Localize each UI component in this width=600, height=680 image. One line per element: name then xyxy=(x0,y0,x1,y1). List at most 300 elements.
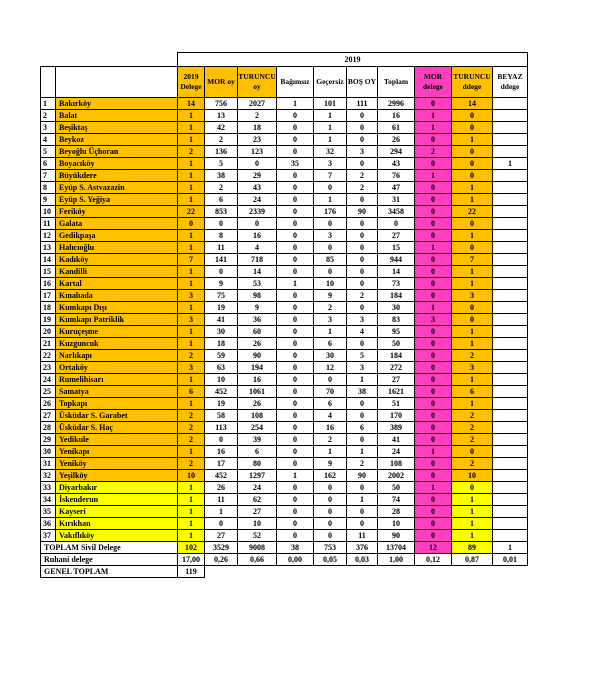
cell-top: 95 xyxy=(378,326,415,338)
cell-tur: 24 xyxy=(238,482,277,494)
cell-bey xyxy=(493,206,528,218)
cell-tur: 52 xyxy=(238,530,277,542)
table-row xyxy=(41,122,528,134)
row-index: 8 xyxy=(41,182,56,194)
cell-gec: 4 xyxy=(314,410,347,422)
summary-cell-top xyxy=(378,566,415,578)
row-index: 28 xyxy=(41,422,56,434)
cell-gec: 1 xyxy=(314,122,347,134)
table-row xyxy=(41,110,528,122)
cell-bag: 0 xyxy=(277,218,314,230)
cell-bag: 0 xyxy=(277,230,314,242)
branch-name: Diyarbakır xyxy=(56,482,178,494)
cell-gec: 2 xyxy=(314,434,347,446)
branch-name: Bakırköy xyxy=(56,98,178,110)
cell-bag: 0 xyxy=(277,422,314,434)
row-index: 15 xyxy=(41,266,56,278)
row-index: 3 xyxy=(41,122,56,134)
cell-bey xyxy=(493,146,528,158)
branch-name: Galata xyxy=(56,218,178,230)
row-index: 22 xyxy=(41,350,56,362)
row-index: 19 xyxy=(41,314,56,326)
cell-mor: 0 xyxy=(205,218,238,230)
cell-bey xyxy=(493,494,528,506)
cell-mord: 0 xyxy=(415,362,452,374)
cell-tur: 36 xyxy=(238,314,277,326)
cell-mord: 0 xyxy=(415,230,452,242)
cell-turd: 1 xyxy=(452,182,493,194)
cell-bag: 0 xyxy=(277,530,314,542)
summary-cell-del: 102 xyxy=(178,542,205,554)
cell-top: 73 xyxy=(378,278,415,290)
cell-tur: 43 xyxy=(238,182,277,194)
cell-del: 22 xyxy=(178,206,205,218)
cell-gec: 30 xyxy=(314,350,347,362)
cell-turd: 22 xyxy=(452,206,493,218)
cell-bag: 0 xyxy=(277,362,314,374)
branch-name: Kayseri xyxy=(56,506,178,518)
row-index: 32 xyxy=(41,470,56,482)
branch-name: Kumkapı Dışı xyxy=(56,302,178,314)
column-header-bag: Bağımsız xyxy=(277,67,314,98)
summary-cell-bey: 0,01 xyxy=(493,554,528,566)
branch-name: Kırıkhan xyxy=(56,518,178,530)
row-index: 25 xyxy=(41,386,56,398)
cell-turd: 1 xyxy=(452,338,493,350)
branch-name: Eyüp S. Astvazazin xyxy=(56,182,178,194)
cell-del: 1 xyxy=(178,530,205,542)
row-index: 18 xyxy=(41,302,56,314)
cell-bos: 90 xyxy=(347,206,378,218)
cell-bos: 111 xyxy=(347,98,378,110)
cell-gec: 0 xyxy=(314,482,347,494)
summary-cell-bey: 1 xyxy=(493,542,528,554)
row-index: 30 xyxy=(41,446,56,458)
cell-bey xyxy=(493,398,528,410)
cell-bey xyxy=(493,422,528,434)
cell-bag: 0 xyxy=(277,206,314,218)
cell-bag: 0 xyxy=(277,242,314,254)
branch-name: Kuzguncuk xyxy=(56,338,178,350)
cell-gec: 2 xyxy=(314,302,347,314)
table-row xyxy=(41,386,528,398)
cell-tur: 90 xyxy=(238,350,277,362)
cell-del: 2 xyxy=(178,146,205,158)
cell-bag: 0 xyxy=(277,302,314,314)
cell-top: 944 xyxy=(378,254,415,266)
row-index: 10 xyxy=(41,206,56,218)
cell-gec: 6 xyxy=(314,398,347,410)
cell-mor: 11 xyxy=(205,242,238,254)
cell-mord: 0 xyxy=(415,158,452,170)
cell-bag: 0 xyxy=(277,326,314,338)
branch-name: Üsküdar S. Haç xyxy=(56,422,178,434)
cell-mord: 0 xyxy=(415,326,452,338)
cell-mord: 0 xyxy=(415,134,452,146)
branch-name: Büyükdere xyxy=(56,170,178,182)
cell-top: 15 xyxy=(378,242,415,254)
cell-tur: 23 xyxy=(238,134,277,146)
branch-name: Kartal xyxy=(56,278,178,290)
summary-cell-del: 17,00 xyxy=(178,554,205,566)
cell-gec: 32 xyxy=(314,146,347,158)
cell-tur: 27 xyxy=(238,506,277,518)
summary-label: GENEL TOPLAM xyxy=(41,566,178,578)
cell-mord: 0 xyxy=(415,206,452,218)
table-row xyxy=(41,170,528,182)
cell-bos: 0 xyxy=(347,194,378,206)
cell-mord: 0 xyxy=(415,98,452,110)
cell-tur: 29 xyxy=(238,170,277,182)
cell-mord: 1 xyxy=(415,242,452,254)
cell-turd: 0 xyxy=(452,170,493,182)
cell-del: 3 xyxy=(178,290,205,302)
cell-tur: 0 xyxy=(238,218,277,230)
table-row xyxy=(41,374,528,386)
cell-mord: 0 xyxy=(415,278,452,290)
cell-mord: 3 xyxy=(415,314,452,326)
summary-cell-top: 1,00 xyxy=(378,554,415,566)
cell-tur: 1061 xyxy=(238,386,277,398)
cell-bag: 35 xyxy=(277,158,314,170)
summary-cell-mord xyxy=(415,566,452,578)
cell-mord: 1 xyxy=(415,302,452,314)
cell-mor: 41 xyxy=(205,314,238,326)
delegate-results-table xyxy=(40,52,528,578)
cell-bey xyxy=(493,110,528,122)
cell-turd: 1 xyxy=(452,398,493,410)
row-index: 29 xyxy=(41,434,56,446)
cell-del: 1 xyxy=(178,446,205,458)
row-index: 12 xyxy=(41,230,56,242)
cell-turd: 3 xyxy=(452,290,493,302)
cell-mord: 0 xyxy=(415,374,452,386)
cell-turd: 1 xyxy=(452,518,493,530)
cell-top: 50 xyxy=(378,482,415,494)
cell-turd: 0 xyxy=(452,446,493,458)
cell-gec: 1 xyxy=(314,110,347,122)
cell-bag: 0 xyxy=(277,266,314,278)
cell-mord: 0 xyxy=(415,350,452,362)
cell-mord: 0 xyxy=(415,506,452,518)
cell-del: 1 xyxy=(178,170,205,182)
cell-bey xyxy=(493,458,528,470)
branch-name: Vakıflıköy xyxy=(56,530,178,542)
cell-turd: 1 xyxy=(452,374,493,386)
cell-turd: 1 xyxy=(452,530,493,542)
cell-bos: 0 xyxy=(347,230,378,242)
cell-bos: 0 xyxy=(347,254,378,266)
cell-mord: 0 xyxy=(415,254,452,266)
column-header-mor: MOR oy xyxy=(205,67,238,98)
table-row xyxy=(41,506,528,518)
summary-cell-bag: 38 xyxy=(277,542,314,554)
summary-cell-top: 13704 xyxy=(378,542,415,554)
cell-top: 26 xyxy=(378,134,415,146)
cell-top: 43 xyxy=(378,158,415,170)
cell-del: 1 xyxy=(178,482,205,494)
cell-turd: 0 xyxy=(452,482,493,494)
cell-bos: 0 xyxy=(347,158,378,170)
cell-tur: 2027 xyxy=(238,98,277,110)
cell-mord: 0 xyxy=(415,410,452,422)
row-index: 36 xyxy=(41,518,56,530)
cell-bos: 0 xyxy=(347,110,378,122)
cell-bos: 5 xyxy=(347,350,378,362)
cell-tur: 16 xyxy=(238,230,277,242)
cell-mor: 18 xyxy=(205,338,238,350)
cell-bag: 0 xyxy=(277,398,314,410)
cell-del: 0 xyxy=(178,218,205,230)
branch-name: Rumelihisarı xyxy=(56,374,178,386)
cell-mor: 5 xyxy=(205,158,238,170)
branch-name: İskenderun xyxy=(56,494,178,506)
cell-bey xyxy=(493,314,528,326)
cell-bos: 0 xyxy=(347,434,378,446)
branch-name: Balat xyxy=(56,110,178,122)
cell-tur: 16 xyxy=(238,374,277,386)
cell-bag: 0 xyxy=(277,434,314,446)
cell-tur: 123 xyxy=(238,146,277,158)
cell-gec: 0 xyxy=(314,518,347,530)
cell-bos: 0 xyxy=(347,134,378,146)
summary-cell-del: 119 xyxy=(178,566,205,578)
cell-bey xyxy=(493,278,528,290)
year-header-row xyxy=(41,53,528,67)
cell-turd: 2 xyxy=(452,434,493,446)
cell-turd: 10 xyxy=(452,470,493,482)
cell-bag: 0 xyxy=(277,386,314,398)
cell-del: 1 xyxy=(178,182,205,194)
cell-bag: 0 xyxy=(277,410,314,422)
summary-cell-tur: 0,66 xyxy=(238,554,277,566)
cell-top: 83 xyxy=(378,314,415,326)
cell-bey xyxy=(493,194,528,206)
cell-top: 3458 xyxy=(378,206,415,218)
cell-mor: 17 xyxy=(205,458,238,470)
summary-cell-tur: 9008 xyxy=(238,542,277,554)
cell-turd: 0 xyxy=(452,302,493,314)
cell-bos: 6 xyxy=(347,422,378,434)
cell-gec: 6 xyxy=(314,338,347,350)
cell-tur: 18 xyxy=(238,122,277,134)
branch-name: Kumkapı Patriklik xyxy=(56,314,178,326)
cell-top: 14 xyxy=(378,266,415,278)
cell-mor: 30 xyxy=(205,326,238,338)
summary-row xyxy=(41,566,528,578)
summary-cell-bos xyxy=(347,566,378,578)
cell-gec: 1 xyxy=(314,326,347,338)
cell-mor: 19 xyxy=(205,302,238,314)
cell-bos: 0 xyxy=(347,122,378,134)
cell-bag: 1 xyxy=(277,278,314,290)
cell-mor: 10 xyxy=(205,374,238,386)
cell-mord: 0 xyxy=(415,422,452,434)
cell-turd: 6 xyxy=(452,386,493,398)
cell-mord: 0 xyxy=(415,494,452,506)
cell-bag: 0 xyxy=(277,182,314,194)
cell-bag: 0 xyxy=(277,146,314,158)
branch-name: Boyacıköy xyxy=(56,158,178,170)
cell-turd: 1 xyxy=(452,134,493,146)
cell-tur: 254 xyxy=(238,422,277,434)
cell-bos: 0 xyxy=(347,266,378,278)
cell-tur: 9 xyxy=(238,302,277,314)
cell-mord: 0 xyxy=(415,290,452,302)
summary-row xyxy=(41,554,528,566)
summary-label: TOPLAM Sivil Delege xyxy=(41,542,178,554)
cell-mord: 0 xyxy=(415,386,452,398)
cell-tur: 53 xyxy=(238,278,277,290)
row-index: 16 xyxy=(41,278,56,290)
cell-bos: 0 xyxy=(347,242,378,254)
cell-bey xyxy=(493,230,528,242)
cell-top: 30 xyxy=(378,302,415,314)
header-index-cell xyxy=(41,67,56,98)
branch-name: Ortaköy xyxy=(56,362,178,374)
row-index: 35 xyxy=(41,506,56,518)
cell-bey xyxy=(493,506,528,518)
cell-top: 108 xyxy=(378,458,415,470)
cell-bey xyxy=(493,326,528,338)
branch-name: Beşiktaş xyxy=(56,122,178,134)
cell-mor: 0 xyxy=(205,434,238,446)
cell-bos: 2 xyxy=(347,170,378,182)
cell-mor: 42 xyxy=(205,122,238,134)
cell-tur: 2 xyxy=(238,110,277,122)
cell-del: 3 xyxy=(178,314,205,326)
summary-cell-turd: 0,87 xyxy=(452,554,493,566)
summary-label: Ruhani delege xyxy=(41,554,178,566)
cell-top: 24 xyxy=(378,446,415,458)
table-row xyxy=(41,530,528,542)
summary-cell-gec: 753 xyxy=(314,542,347,554)
cell-del: 6 xyxy=(178,386,205,398)
cell-gec: 0 xyxy=(314,374,347,386)
cell-mor: 58 xyxy=(205,410,238,422)
cell-gec: 0 xyxy=(314,242,347,254)
cell-gec: 0 xyxy=(314,266,347,278)
cell-bos: 0 xyxy=(347,302,378,314)
cell-del: 14 xyxy=(178,98,205,110)
branch-name: Gedikpaşa xyxy=(56,230,178,242)
cell-bey xyxy=(493,518,528,530)
table-row xyxy=(41,446,528,458)
cell-del: 1 xyxy=(178,230,205,242)
cell-del: 1 xyxy=(178,374,205,386)
cell-bos: 0 xyxy=(347,398,378,410)
cell-bag: 0 xyxy=(277,110,314,122)
cell-gec: 0 xyxy=(314,506,347,518)
cell-turd: 0 xyxy=(452,158,493,170)
cell-del: 2 xyxy=(178,350,205,362)
row-index: 33 xyxy=(41,482,56,494)
cell-del: 1 xyxy=(178,506,205,518)
cell-mord: 0 xyxy=(415,218,452,230)
table-row xyxy=(41,434,528,446)
table-row xyxy=(41,134,528,146)
cell-top: 389 xyxy=(378,422,415,434)
cell-bos: 0 xyxy=(347,338,378,350)
row-index: 31 xyxy=(41,458,56,470)
branch-name: Yenikapı xyxy=(56,446,178,458)
cell-top: 184 xyxy=(378,350,415,362)
table-row xyxy=(41,230,528,242)
cell-tur: 1297 xyxy=(238,470,277,482)
cell-top: 0 xyxy=(378,218,415,230)
cell-bos: 1 xyxy=(347,374,378,386)
cell-bos: 0 xyxy=(347,506,378,518)
cell-del: 1 xyxy=(178,494,205,506)
cell-mor: 2 xyxy=(205,134,238,146)
cell-bey xyxy=(493,182,528,194)
cell-del: 1 xyxy=(178,278,205,290)
column-header-bos: BOŞ OY xyxy=(347,67,378,98)
cell-tur: 98 xyxy=(238,290,277,302)
branch-name: Samatya xyxy=(56,386,178,398)
cell-bos: 2 xyxy=(347,290,378,302)
column-header-del: 2019 Delege xyxy=(178,67,205,98)
cell-bey xyxy=(493,254,528,266)
row-index: 14 xyxy=(41,254,56,266)
branch-name: Yeşilköy xyxy=(56,470,178,482)
cell-mord: 0 xyxy=(415,338,452,350)
column-header-top: Toplam xyxy=(378,67,415,98)
cell-gec: 0 xyxy=(314,182,347,194)
cell-top: 74 xyxy=(378,494,415,506)
summary-cell-tur xyxy=(238,566,277,578)
cell-turd: 14 xyxy=(452,98,493,110)
cell-mord: 0 xyxy=(415,434,452,446)
cell-bos: 0 xyxy=(347,278,378,290)
cell-bey xyxy=(493,470,528,482)
cell-del: 1 xyxy=(178,326,205,338)
column-header-gec: Geçersiz xyxy=(314,67,347,98)
header-name-cell xyxy=(56,67,178,98)
cell-bey xyxy=(493,386,528,398)
cell-gec: 10 xyxy=(314,278,347,290)
row-index: 37 xyxy=(41,530,56,542)
table-row xyxy=(41,218,528,230)
cell-turd: 1 xyxy=(452,266,493,278)
table-row xyxy=(41,302,528,314)
cell-mor: 27 xyxy=(205,530,238,542)
cell-bag: 0 xyxy=(277,122,314,134)
cell-top: 41 xyxy=(378,434,415,446)
cell-bos: 4 xyxy=(347,326,378,338)
table-row xyxy=(41,254,528,266)
cell-mord: 1 xyxy=(415,170,452,182)
cell-bag: 0 xyxy=(277,170,314,182)
cell-gec: 1 xyxy=(314,134,347,146)
column-header-tur: TURUNCU oy xyxy=(238,67,277,98)
table-row xyxy=(41,206,528,218)
year-header: 2019 xyxy=(178,53,528,67)
cell-turd: 1 xyxy=(452,278,493,290)
summary-cell-bos: 0,03 xyxy=(347,554,378,566)
cell-bag: 1 xyxy=(277,98,314,110)
cell-del: 1 xyxy=(178,122,205,134)
cell-mor: 13 xyxy=(205,110,238,122)
cell-bey xyxy=(493,134,528,146)
column-header-turd: TURUNCU ddege xyxy=(452,67,493,98)
branch-name: Kandilli xyxy=(56,266,178,278)
cell-tur: 14 xyxy=(238,266,277,278)
cell-turd: 1 xyxy=(452,230,493,242)
cell-bag: 0 xyxy=(277,482,314,494)
cell-turd: 7 xyxy=(452,254,493,266)
cell-top: 272 xyxy=(378,362,415,374)
